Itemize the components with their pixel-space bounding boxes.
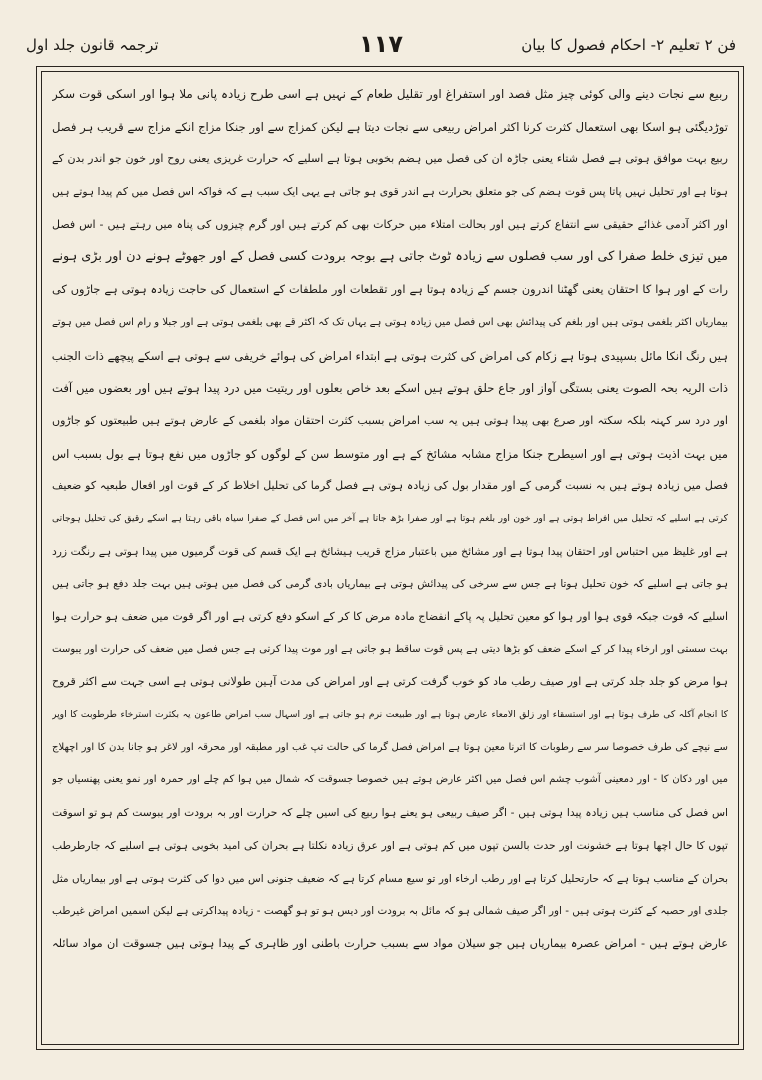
text-line: ہو جاتی ہے اسلیے کہ خون تحلیل ہوتا ہے جس سے سرخی کی پیدائش ہوتی ہے بیماریاں بادی گرمی کی فصل میں ہوتی ہیں بہت جلد دفع ہو جاتی ہیں: [52, 578, 728, 591]
text-line: اور اکثر آدمی غذائے حقیقی سے انتفاع کرتے ہیں اور بحالت امتلاء میں حرکات بھی کم کرتے ہیں اور گرم چیزوں کی پناہ میں رہتے ہیں - اس فصل: [52, 217, 728, 231]
text-line: ربیع سے نجات دینے والی کوئی چیز مثل فصد اور استفراغ اور تقلیل طعام کے نہیں ہے اسی طرح زیادہ پانی ملا ہوا اور اسکی قوت سکر: [52, 87, 728, 101]
text-line: رات کے اور ہوا کا احتقان یعنی گھٹنا اندرون جسم کے زیادہ ہوتا ہے اور تقطعات اور ملطفات کے استعمال کی حاجت زیادہ ہوتی ہے جاڑوں کی: [52, 283, 728, 297]
text-line: فصل میں زیادہ ہوتے ہیں بہ نسبت گرمی کے اور مقدار بول کی زیادہ ہوتی ہے فصل گرما کی تحلیل اخلاط کر کے قوت اور افعال طبعیہ کو ضعیف: [52, 479, 728, 493]
text-line: کا انجام آکلہ کی طرف ہوتا ہے اور استسقاء اور زلق الامعاء عارض ہوتا ہے اور طبیعت نرم ہو جاتی ہے اور اسہال سب امراض طاعون یہ بکثرت استرخاء طرطوبت کا اوپر: [52, 709, 728, 721]
text-line: توڑدیگئی ہو اسکا بھی استعمال کثرت کرنا اکثر امراض ربیعی سے نجات دیتا ہے لیکن کمزاج سے اور جنکا مزاج انکے مزاج سے قریب ہر فصل: [52, 119, 728, 134]
body-text: [52, 78, 728, 1040]
text-line: بہت سستی اور ارخاء پیدا کر کے اسکے ضعف کو بڑھا دیتی ہے پس قوت ساقط ہو جاتی ہے اور موت پیدا کرتی ہے جس فصل میں ضعف کی حرارت اور یبوست: [52, 643, 728, 655]
text-line: کرتی ہے اسلیے کہ تحلیل میں افراط ہوتی ہے اور خون اور بلغم ہوتا ہے اور صفرا بڑھ جاتا ہے آخر میں اس فصل کے صفرا سیاہ باقی رہتا ہے اسکے رقیق کی تحلیل ہوجاتی: [52, 512, 728, 524]
text-line: ہوا مرض کو جلد جلد کرتی ہے اور صیف رطب ماد کو خوب گرفت کرتی ہے اور امراض کی مدت آہین طولانی ہوتی ہے اسی جہت سے اکثر قروح: [52, 675, 728, 689]
text-line: عارض ہوتے ہیں - امراض عصرہ بیماریاں ہیں جو سیلان مواد سے بسبب حرارت باطنی اور ظاہری کے پیدا ہوتی ہیں جسوقت ان مواد سائلہ: [52, 936, 728, 950]
text-line: تپوں کا حال اچھا ہوتا ہے خشونت اور حدت بالسن تپوں میں کم ہوتی ہے اور عرق زیادہ نکلتا ہے بحران کی امید بخوبی ہوتی ہے اسلیے کہ جارطرطب: [52, 838, 728, 852]
text-line: بیماریاں اکثر بلغمی ہوتی ہیں اور بلغم کی پیدائش بھی اس فصل میں زیادہ ہوتی ہے یہاں تک کہ اکثر قے بھی بلغمی ہوتی ہے اور جبلا و رام اس فصل میں ہوتے: [52, 316, 728, 328]
text-line: میں اور دکان کا - اور دمعینی آشوب چشم اس فصل میں اکثر عارض ہوتے ہیں خصوصا جسوقت کہ شمال میں ہوا کم چلے اور حمرہ اور نمو یعنی پھنسیاں جو: [52, 774, 728, 786]
text-line: سے نیچے کی طرف خصوصا سر سے رطوبات کا اترنا معین ہوتا ہے امراض فصل گرما کی حالت تپ غب اور مطبقہ اور محرقہ اور لاغر ہو جانا بدن کا اور اچھلاج: [52, 741, 728, 753]
text-line: بحران کے مناسب ہوتا ہے کہ حارتحلیل کرتا ہے اور رطب ارخاء اور تو سیع مسام کرتا ہے کہ ضعیف جنونی اس میں دوا کی کثرت ہوتی ہے اور بیماریاں مثل: [52, 872, 728, 885]
text-line: میں بہت اذیت ہوتی ہے اور اسیطرح جنکا مزاج مشابہ مشائخ کے ہے اور متوسط سن کے لوگوں کو جاڑوں میں نفع ہوتا ہے بول بسبب اس: [52, 446, 728, 461]
text-line: اسلیے کہ قوت جبکہ قوی ہوا اور ہوا کو معین تحلیل پہ پاکے انفضاج مادہ مرض کا کر کے اسکو دفع کرتی ہے اور اگر قوت میں ضعف ہو حرارت ہوا: [52, 610, 728, 623]
page-number: ۱۱۷: [359, 30, 403, 58]
text-line: ذات الریہ بحہ الصوت یعنی بستگی آواز اور جاع حلق ہوتے ہیں اسکے بعد خاص بعلوں اور ریتیت میں درد پیدا ہوتے ہیں اور بعضوں میں آفت: [52, 381, 728, 396]
chapter-heading: فن ۲ تعلیم ۲- احکام فصول کا بیان: [521, 36, 736, 54]
text-line: ہے اور غلیظ میں احتباس اور احتقان پیدا ہوتا ہے اور مشائخ میں باعتبار مزاج قریب ہیشائخ ہے ایک قسم کی قوت گرمیوں میں پیدا ہوتی ہے رنگت زرد: [52, 544, 728, 558]
text-line: اس فصل کی مناسب ہیں زیادہ پیدا ہوتی ہیں - اگر صیف ربیعی ہو یعنے ہوا ربیع کی اسیں چلے کہ حرارت اور بہ برودت اور یبوست کم ہو تو اسوقت: [52, 806, 728, 820]
page-header: [18, 30, 744, 64]
text-line: ہیں رنگ انکا مائل بسپیدی ہوتا ہے زکام کی امراض کی کثرت ہوتی ہے ابتداء امراض کی ہوائے خریفی سے ہوتی ہے اسکے پیچھے ذات الجنب: [52, 348, 728, 363]
text-line: میں تیزی خلط صفرا کی اور سب فصلوں سے زیادہ ٹوٹ جاتی ہے بوجہ برودت کسی فصل کے اور جھوٹے ہونے دن اور بڑی ہونے: [52, 249, 728, 265]
text-line: ربیع بہت موافق ہوتی ہے فصل شتاء یعنی جاڑہ ان کی فصل میں ہضم بخوبی ہوتا ہے اسلیے کہ حرارت غریزی یعنی روح اور خون جو اندر بدن کے: [52, 152, 728, 166]
book-title: ترجمہ قانون جلد اول: [26, 36, 159, 54]
text-line: جلدی اور حصبہ کے کثرت ہوتی ہیں - اور اگر صیف شمالی ہو کہ مائل بہ برودت اور دیس ہو تو ہو گھصت - زیادہ پیداکرتی ہے لیکن اسمیں امراض غیرطب: [52, 905, 728, 918]
text-line: ہوتا ہے اور تحلیل نہیں پاتا پس قوت ہضم کی جو متعلق بحرارت ہے اندر قوی ہو جاتی ہے یہی ایک سبب ہے کہ فواکہ اس فصل میں کم پیدا ہوتے ہیں: [52, 185, 728, 199]
text-line: اور درد سر کہنہ بلکہ سکتہ اور صرع بھی پیدا ہوتی ہیں یہ سب امراض بسبب کثرت احتقان مواد بلغمی کے عارض ہوتے ہیں طبیعتوں کو جاڑوں: [52, 413, 728, 427]
